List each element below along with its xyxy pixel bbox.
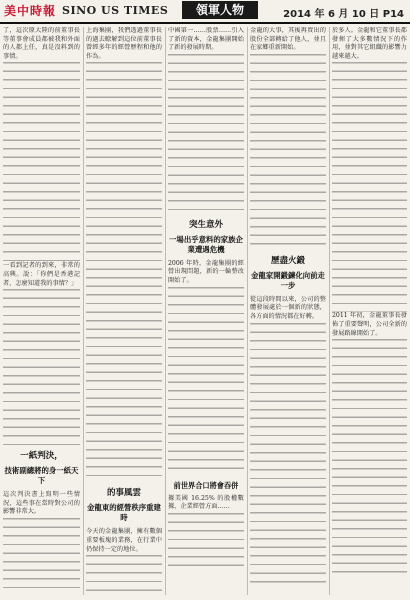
body-text-block: [3, 518, 80, 595]
article-paragraph: 一看到記者的到來，非常的高興。說：「你們是香港記者，怎麼知道我的事情？」: [3, 262, 80, 287]
article-paragraph: 從這段時間以來，公司的整體發展處於一個新的狀態，各方面的情況都在好轉。: [250, 295, 326, 320]
article-paragraph: 上海集團，我們透過董事長的過去瞭解到這位前董事長曾經多年的經營歷程和他的作為。: [86, 27, 162, 60]
section-heading: 一紙判決，: [20, 451, 63, 462]
article-paragraph: 於多人。金龍和它董事長都發揮了大多數情況下的作用，並對其它組織的影響力越來越大。: [332, 27, 407, 60]
article-column-3: [168, 27, 244, 595]
body-text-block: [3, 62, 80, 262]
newspaper-name-english: SINO US TIMES: [62, 4, 169, 17]
article-paragraph: 中國第一……股票……引入了新的資本，金龍集團開始了新的發展時期。: [168, 27, 244, 52]
body-text-block: [250, 54, 326, 250]
masthead: [0, 0, 410, 24]
section-subheading: 技術副總將的身一紙天下: [4, 466, 79, 486]
article-paragraph: 2011 年初，金龍董事長發佈了重要聲明，公司全新的發展路線開始了。: [332, 312, 407, 337]
section-heading: 的事風雲: [106, 488, 141, 499]
date-and-page: 2014 年 6 月 10 日 P14: [283, 9, 404, 20]
body-text-block: [86, 62, 162, 482]
article-paragraph: 據美國 16.25% 的股權數據，企業經營方面……: [168, 494, 244, 511]
body-text-block: [332, 62, 407, 312]
article-column-5: [332, 27, 407, 595]
article-paragraph: 這次判決書上寫明一些情況，這些事在當時對公司的影響非常大。: [3, 491, 80, 516]
body-text-block: [86, 555, 162, 595]
section-title: 領軍人物: [182, 1, 258, 19]
body-text-block: [3, 289, 80, 445]
article-column-1: [3, 27, 80, 595]
body-text-block: [250, 323, 326, 583]
body-text-block: [168, 54, 244, 214]
column-divider: [165, 27, 166, 595]
article-paragraph: 2006 年時，金龍集團的經營出現問題，新的一輪整改開始了。: [168, 259, 244, 284]
section-subheading: 金龍家開鍛鍊化向前走一步: [251, 270, 325, 290]
column-divider: [247, 27, 248, 595]
newspaper-logo: 美中時報: [4, 4, 57, 18]
body-text-block: [168, 287, 244, 475]
section-heading: 歷盡火鍛: [270, 255, 305, 266]
section-heading: 突生意外: [188, 219, 223, 230]
body-text-block: [168, 513, 244, 573]
column-divider: [83, 27, 84, 595]
article-paragraph: 金龍的大事，其後再賣出的股份全部轉給了他人，並且在家鄉重新開始。: [250, 27, 326, 52]
section-heading: 前世界合口將會吞併: [173, 480, 239, 490]
section-subheading: 金龍東的經營秩序重建時: [87, 503, 161, 523]
article-column-2: [86, 27, 162, 595]
article-column-4: [250, 27, 326, 595]
article-paragraph: 了，這次原大陸的前董事長等董事會成員都被我和外面的人都上任，真是沒料到的事情。: [3, 27, 80, 60]
body-text-block: [332, 339, 407, 579]
column-divider: [329, 27, 330, 595]
section-subheading: 一場出乎意料的家族企業遭遇危機: [169, 234, 243, 254]
article-paragraph: 今天的金龍集團，擁有數個重要板塊的業務，在行業中仍保持一定的地位。: [86, 528, 162, 553]
